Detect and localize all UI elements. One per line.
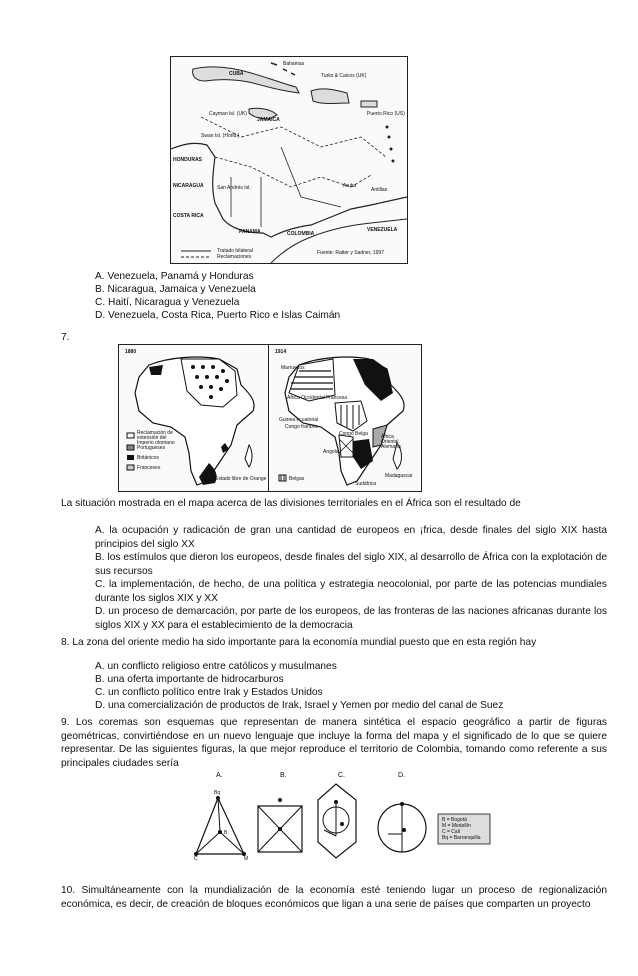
q6-option-d: D. Venezuela, Costa Rica, Puerto Rico e Islas Caimán: [95, 310, 341, 321]
region-label: Marruecos: [281, 365, 305, 371]
q10-question: 10. Simultáneamente con la mundialización de la economía esté teniendo lugar un proceso de regionalización económica, es decir, de creación de bloques económicos que ligan a una serie de países que comparten un proyecto: [61, 885, 607, 910]
corema-letter-c: C.: [338, 772, 345, 779]
map-label: Swan Isl. (Hond.): [201, 133, 240, 139]
legend-treaty: Tratado bilateral: [217, 248, 253, 254]
q8-option-b: B. una oferta importante de hidrocarburos: [95, 674, 284, 685]
legend-british: Británicos: [137, 455, 159, 461]
caribbean-map: [170, 56, 408, 264]
q9-question: 9. Los coremas son esquemas que representan de manera sintética el espacio geográfico a partir de figuras geométricas, convirtiéndose en un nuevo lenguaje que incluye la forma del mapa y el significado de lo que se quiere representar. De las siguientes figuras, la que mejor reproduce el territorio de Colombia, tomando como referente a sus principales ciudades sería: [61, 717, 607, 769]
map-label: Cayman Isl. (UK): [209, 111, 248, 117]
q8-question: 8. La zona del oriente medio ha sido importante para la economía mundial puesto que en esta región hay: [61, 637, 537, 648]
map-label: VENEZUELA: [367, 227, 398, 233]
map-year-1880: 1880: [125, 349, 137, 355]
corema-letter-a: A.: [216, 772, 223, 779]
legend-claims: Reclamaciones: [217, 254, 252, 260]
corema-letter-d: D.: [398, 772, 405, 779]
map-label: COLOMBIA: [287, 231, 315, 237]
corema-letter-b: B.: [280, 772, 287, 779]
q8-option-c: C. un conflicto político entre Irak y Estados Unidos: [95, 687, 323, 698]
q8-option-d: D. una comercialización de productos de Irak, Israel y Yemen por medio del canal de Suez: [95, 700, 504, 711]
region-label: África Occidental Francesa: [287, 395, 348, 401]
region-label: Angola: [323, 449, 339, 455]
q6-option-c: C. Haití, Nicaragua y Venezuela: [95, 297, 240, 308]
map-label: Aruba: [343, 183, 357, 189]
legend-cali: C = Cali: [442, 829, 460, 835]
city-code: C: [194, 856, 198, 862]
map-label: NICARAGUA: [173, 183, 204, 189]
africa-map-1880: [118, 344, 270, 492]
africa-map-1914: [268, 344, 422, 492]
legend-barranquilla: Bq = Barranquilla: [442, 835, 481, 841]
map-label: COSTA RICA: [173, 213, 204, 219]
map-year-1914: 1914: [275, 349, 287, 355]
q6-option-a: A. Venezuela, Panamá y Honduras: [95, 271, 254, 282]
map-label: Bahamas: [283, 61, 305, 67]
q7-option-b: B. los estímulos que dieron los europeos, desde finales del siglo XIX, al desarrollo de África con la explotación de sus recursos: [95, 552, 607, 577]
city-code: M: [244, 856, 249, 862]
map-label: PANAMA: [239, 229, 261, 235]
region-label: Guinea ecuatorial: [279, 417, 319, 423]
region-orange: Estado libre de Orange: [215, 476, 267, 482]
q7-question: La situación mostrada en el mapa acerca de las divisiones territoriales en el África son el resultado de: [61, 498, 521, 509]
map-source: Fuente: Ratter y Sadner, 1997: [317, 250, 384, 256]
map-label: Turks & Caicos (UK): [321, 73, 367, 79]
city-code: Bq: [214, 790, 221, 796]
city-code: B: [224, 830, 228, 836]
map-label: JAMAICA: [257, 117, 280, 123]
legend-portuguese: Portugueses: [137, 445, 166, 451]
corema-figures: [188, 772, 498, 864]
region-label: Congo francés: [285, 424, 318, 430]
legend-belgian: Belgas: [289, 476, 305, 482]
region-label: Sudáfrica: [355, 481, 377, 487]
q7-option-d: D. un proceso de demarcación, por parte de los europeos, de las fronteras de las naciones africanas durante los siglos XIX y XX para el establecimiento de la democracia: [95, 606, 607, 631]
q7-number: 7.: [61, 332, 70, 343]
map-label: Puerto Rico (US): [367, 111, 405, 117]
q6-option-b: B. Nicaragua, Jamaica y Venezuela: [95, 284, 256, 295]
q7-option-c: C. la implementación, de hecho, de una política y estrategia neocolonial, por parte de las potencias mundiales durante los siglos XIX y XX: [95, 579, 607, 604]
region-label: Madagascar: [385, 473, 413, 479]
map-label: HONDURAS: [173, 157, 202, 163]
region-label: Congo Belga: [339, 431, 368, 437]
map-label: San Andrés Isl.: [217, 185, 251, 191]
region-label: África Oriental Alemana: [381, 434, 401, 450]
legend-french: Franceses: [137, 465, 161, 471]
q8-option-a: A. un conflicto religioso entre católicos y musulmanes: [95, 661, 337, 672]
legend-medellin: M = Medellín: [442, 823, 471, 829]
q7-option-a: A. la ocupación y radicación de gran una cantidad de europeos en ¡frica, desde finales del siglo XIX hasta principios del siglo XX: [95, 525, 607, 550]
legend-bogota: B = Bogotá: [442, 817, 467, 823]
map-label: CUBA: [229, 71, 244, 77]
legend-ottoman: Reclamación de extensión del Imperio otomano: [137, 430, 175, 446]
map-label: Antillas: [371, 187, 388, 193]
